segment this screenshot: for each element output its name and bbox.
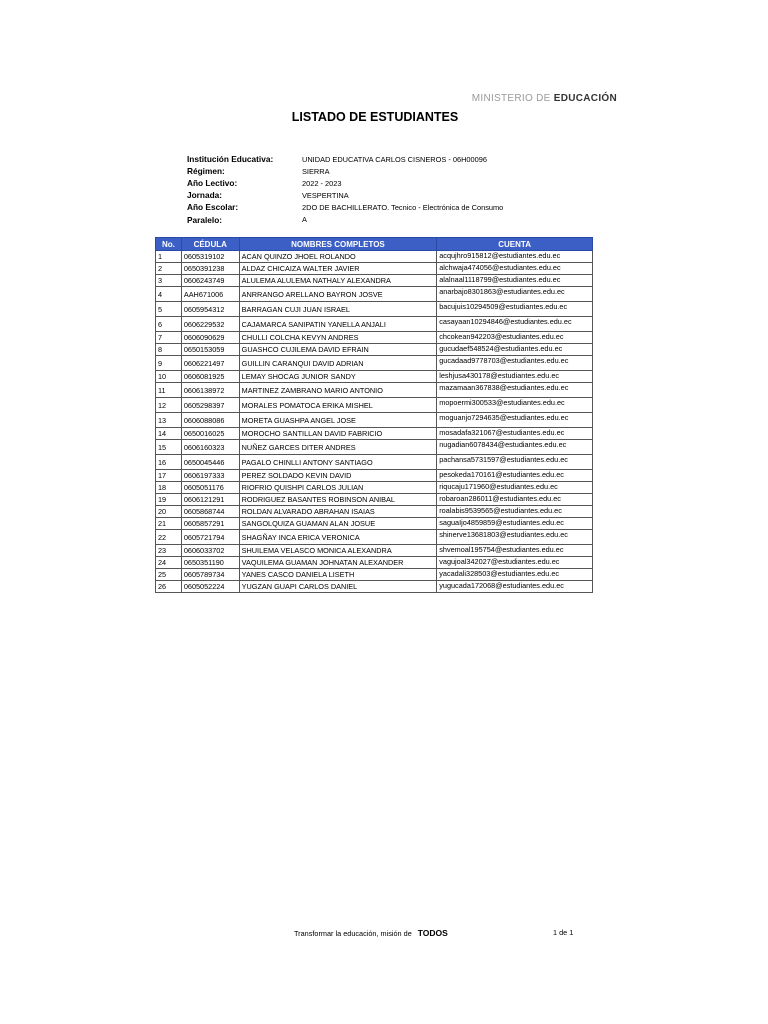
slogan-text: Transformar la educación, misión de — [294, 929, 412, 938]
cell-nombres: YANES CASCO DANIELA LISETH — [239, 569, 437, 581]
header-cuenta: CUENTA — [437, 238, 593, 251]
cell-cedula: 0605052224 — [181, 581, 239, 593]
cell-cedula: 0605857291 — [181, 518, 239, 530]
table-row — [156, 302, 593, 317]
cell-no: 24 — [156, 557, 182, 569]
info-label: Jornada: — [187, 190, 223, 201]
cell-cuenta: yacadali328503@estudiantes.edu.ec — [437, 569, 593, 581]
info-value: 2022 - 2023 — [302, 178, 342, 188]
cell-cuenta: chcokean942203@estudiantes.edu.ec — [437, 332, 593, 344]
cell-no: 3 — [156, 275, 182, 287]
cell-no: 18 — [156, 482, 182, 494]
cell-cuenta: mosadafa321067@estudiantes.edu.ec — [437, 428, 593, 440]
table-row — [156, 356, 593, 371]
cell-nombres: ALULEMA ALULEMA NATHALY ALEXANDRA — [239, 275, 437, 287]
cell-cuenta: riqucaju171960@estudiantes.edu.ec — [437, 482, 593, 494]
ministry-logo — [472, 93, 617, 104]
cell-cuenta: vagujoal342027@estudiantes.edu.ec — [437, 557, 593, 569]
cell-cedula: 0606221497 — [181, 356, 239, 371]
table-row — [156, 455, 593, 470]
table-row — [156, 569, 593, 581]
cell-cuenta: robaroan286011@estudiantes.edu.ec — [437, 494, 593, 506]
table-row — [156, 287, 593, 302]
cell-nombres: LEMAY SHOCAG JUNIOR SANDY — [239, 371, 437, 383]
cell-cuenta: moguanjo7294635@estudiantes.edu.ec — [437, 413, 593, 428]
slogan-emphasis: TODOS — [417, 928, 448, 938]
cell-no: 21 — [156, 518, 182, 530]
cell-cedula: 0605319102 — [181, 251, 239, 263]
cell-cuenta: bacujuis10294509@estudiantes.edu.ec — [437, 302, 593, 317]
cell-cedula: 0606243749 — [181, 275, 239, 287]
cell-cuenta: shinerve13681803@estudiantes.edu.ec — [437, 530, 593, 545]
table-row — [156, 332, 593, 344]
cell-no: 12 — [156, 398, 182, 413]
cell-no: 6 — [156, 317, 182, 332]
info-row — [187, 213, 503, 225]
cell-cedula: 0605298397 — [181, 398, 239, 413]
cell-no: 8 — [156, 344, 182, 356]
cell-cedula: 0606033702 — [181, 545, 239, 557]
info-value: A — [302, 215, 307, 225]
cell-cedula: 0606090629 — [181, 332, 239, 344]
table-row — [156, 518, 593, 530]
cell-no: 7 — [156, 332, 182, 344]
cell-nombres: PAGALO CHINLLI ANTONY SANTIAGO — [239, 455, 437, 470]
cell-cuenta: nugadian6078434@estudiantes.edu.ec — [437, 440, 593, 455]
info-value: VESPERTINA — [302, 190, 349, 200]
cell-nombres: PEREZ SOLDADO KEVIN DAVID — [239, 470, 437, 482]
cell-no: 13 — [156, 413, 182, 428]
cell-no: 11 — [156, 383, 182, 398]
cell-cedula: 0606088086 — [181, 413, 239, 428]
cell-cuenta: leshjusa430178@estudiantes.edu.ec — [437, 371, 593, 383]
cell-cuenta: alchwaja474056@estudiantes.edu.ec — [437, 263, 593, 275]
header-cedula: CÉDULA — [181, 238, 239, 251]
cell-cedula: 0605954312 — [181, 302, 239, 317]
cell-cuenta: pachansa5731597@estudiantes.edu.ec — [437, 455, 593, 470]
cell-no: 5 — [156, 302, 182, 317]
cell-cuenta: casayaan10294846@estudiantes.edu.ec — [437, 317, 593, 332]
cell-cedula: AAH671006 — [181, 287, 239, 302]
cell-nombres: SHUILEMA VELASCO MONICA ALEXANDRA — [239, 545, 437, 557]
cell-nombres: SANGOLQUIZA GUAMAN ALAN JOSUE — [239, 518, 437, 530]
info-label: Régimen: — [187, 166, 225, 177]
info-value: SIERRA — [302, 166, 330, 176]
cell-no: 4 — [156, 287, 182, 302]
cell-cedula: 0605868744 — [181, 506, 239, 518]
info-label: Año Lectivo: — [187, 178, 238, 189]
table-row — [156, 530, 593, 545]
cell-cuenta: mopoermi300533@estudiantes.edu.ec — [437, 398, 593, 413]
info-value: 2DO DE BACHILLERATO. Tecnico - Electrónica de Consumo — [302, 202, 504, 212]
table-row — [156, 371, 593, 383]
cell-cedula: 0606121291 — [181, 494, 239, 506]
table-row — [156, 581, 593, 593]
cell-no: 14 — [156, 428, 182, 440]
table-row — [156, 251, 593, 263]
cell-no: 20 — [156, 506, 182, 518]
institution-info — [187, 153, 503, 226]
page-title: LISTADO DE ESTUDIANTES — [291, 110, 459, 124]
cell-nombres: YUGZAN GUAPI CARLOS DANIEL — [239, 581, 437, 593]
page-number: 1 de 1 — [553, 928, 574, 937]
cell-nombres: MOROCHO SANTILLAN DAVID FABRICIO — [239, 428, 437, 440]
table-row — [156, 482, 593, 494]
cell-nombres: MARTINEZ ZAMBRANO MARIO ANTONIO — [239, 383, 437, 398]
table-row — [156, 398, 593, 413]
cell-cedula: 0650016025 — [181, 428, 239, 440]
header-nombres: NOMBRES COMPLETOS — [239, 238, 437, 251]
cell-nombres: SHAGÑAY INCA ERICA VERONICA — [239, 530, 437, 545]
cell-cedula: 0650153059 — [181, 344, 239, 356]
cell-nombres: RODRIGUEZ BASANTES ROBINSON ANIBAL — [239, 494, 437, 506]
cell-cuenta: alalnaal1118799@estudiantes.edu.ec — [437, 275, 593, 287]
footer-slogan — [294, 928, 448, 938]
table-row — [156, 344, 593, 356]
cell-no: 26 — [156, 581, 182, 593]
cell-cedula: 0606160323 — [181, 440, 239, 455]
cell-no: 2 — [156, 263, 182, 275]
cell-cedula: 0606197333 — [181, 470, 239, 482]
cell-cedula: 0605789734 — [181, 569, 239, 581]
table-row — [156, 317, 593, 332]
table-row — [156, 413, 593, 428]
cell-cedula: 0650351190 — [181, 557, 239, 569]
cell-cedula: 0650045446 — [181, 455, 239, 470]
cell-nombres: ACAN QUINZO JHOEL ROLANDO — [239, 251, 437, 263]
info-row — [187, 177, 503, 189]
info-row — [187, 165, 503, 177]
table-header-row — [156, 238, 593, 251]
cell-cuenta: roalabis9539565@estudiantes.edu.ec — [437, 506, 593, 518]
cell-no: 19 — [156, 494, 182, 506]
cell-nombres: VAQUILEMA GUAMAN JOHNATAN ALEXANDER — [239, 557, 437, 569]
table-row — [156, 557, 593, 569]
cell-cuenta: yugucada172068@estudiantes.edu.ec — [437, 581, 593, 593]
cell-nombres: BARRAGAN CUJI JUAN ISRAEL — [239, 302, 437, 317]
cell-cuenta: pesokeda170161@estudiantes.edu.ec — [437, 470, 593, 482]
cell-no: 15 — [156, 440, 182, 455]
cell-nombres: ANRRANGO ARELLANO BAYRON JOSVE — [239, 287, 437, 302]
info-row — [187, 189, 503, 201]
cell-nombres: NUÑEZ GARCES DITER ANDRES — [239, 440, 437, 455]
info-row — [187, 201, 503, 213]
cell-no: 9 — [156, 356, 182, 371]
cell-no: 25 — [156, 569, 182, 581]
info-value: UNIDAD EDUCATIVA CARLOS CISNEROS - 06H00096 — [302, 154, 487, 164]
table-row — [156, 263, 593, 275]
cell-nombres: CHULLI COLCHA KEVYN ANDRES — [239, 332, 437, 344]
info-row — [187, 153, 503, 165]
table-row — [156, 440, 593, 455]
ministry-prefix: MINISTERIO DE — [471, 93, 554, 104]
cell-no: 10 — [156, 371, 182, 383]
cell-cuenta: gucadaad9778703@estudiantes.edu.ec — [437, 356, 593, 371]
table-row — [156, 470, 593, 482]
cell-cuenta: acqujhro915812@estudiantes.edu.ec — [437, 251, 593, 263]
cell-nombres: MORETA GUASHPA ANGEL JOSE — [239, 413, 437, 428]
info-label: Institución Educativa: — [187, 154, 274, 165]
cell-nombres: GUASHCO CUJILEMA DAVID EFRAIN — [239, 344, 437, 356]
ministry-name: EDUCACIÓN — [553, 93, 617, 104]
cell-cuenta: saguaIjo4859859@estudiantes.edu.ec — [437, 518, 593, 530]
cell-cedula: 0606229532 — [181, 317, 239, 332]
table-row — [156, 545, 593, 557]
cell-nombres: CAJAMARCA SANIPATIN YANELLA ANJALI — [239, 317, 437, 332]
header-no: No. — [156, 238, 182, 251]
cell-nombres: RIOFRIO QUISHPI CARLOS JULIAN — [239, 482, 437, 494]
cell-nombres: ROLDAN ALVARADO ABRAHAN ISAIAS — [239, 506, 437, 518]
cell-nombres: GUILLIN CARANQUI DAVID ADRIAN — [239, 356, 437, 371]
cell-no: 22 — [156, 530, 182, 545]
info-label: Paralelo: — [187, 214, 223, 225]
table-row — [156, 506, 593, 518]
cell-cuenta: shvemoal195754@estudiantes.edu.ec — [437, 545, 593, 557]
cell-cuenta: mazamaan367838@estudiantes.edu.ec — [437, 383, 593, 398]
cell-no: 17 — [156, 470, 182, 482]
cell-cuenta: gucudaef548524@estudiantes.edu.ec — [437, 344, 593, 356]
info-label: Año Escolar: — [187, 202, 239, 213]
cell-no: 23 — [156, 545, 182, 557]
table-row — [156, 383, 593, 398]
cell-no: 16 — [156, 455, 182, 470]
table-row — [156, 428, 593, 440]
table-row — [156, 275, 593, 287]
cell-cedula: 0650391238 — [181, 263, 239, 275]
cell-nombres: MORALES POMATOCA ERIKA MISHEL — [239, 398, 437, 413]
cell-cuenta: anarbajo8301863@estudiantes.edu.ec — [437, 287, 593, 302]
cell-cedula: 0605721794 — [181, 530, 239, 545]
cell-no: 1 — [156, 251, 182, 263]
cell-cedula: 0606081925 — [181, 371, 239, 383]
table-row — [156, 494, 593, 506]
cell-nombres: ALDAZ CHICAIZA WALTER JAVIER — [239, 263, 437, 275]
cell-cedula: 0605051176 — [181, 482, 239, 494]
cell-cedula: 0606138972 — [181, 383, 239, 398]
students-table — [155, 237, 593, 593]
